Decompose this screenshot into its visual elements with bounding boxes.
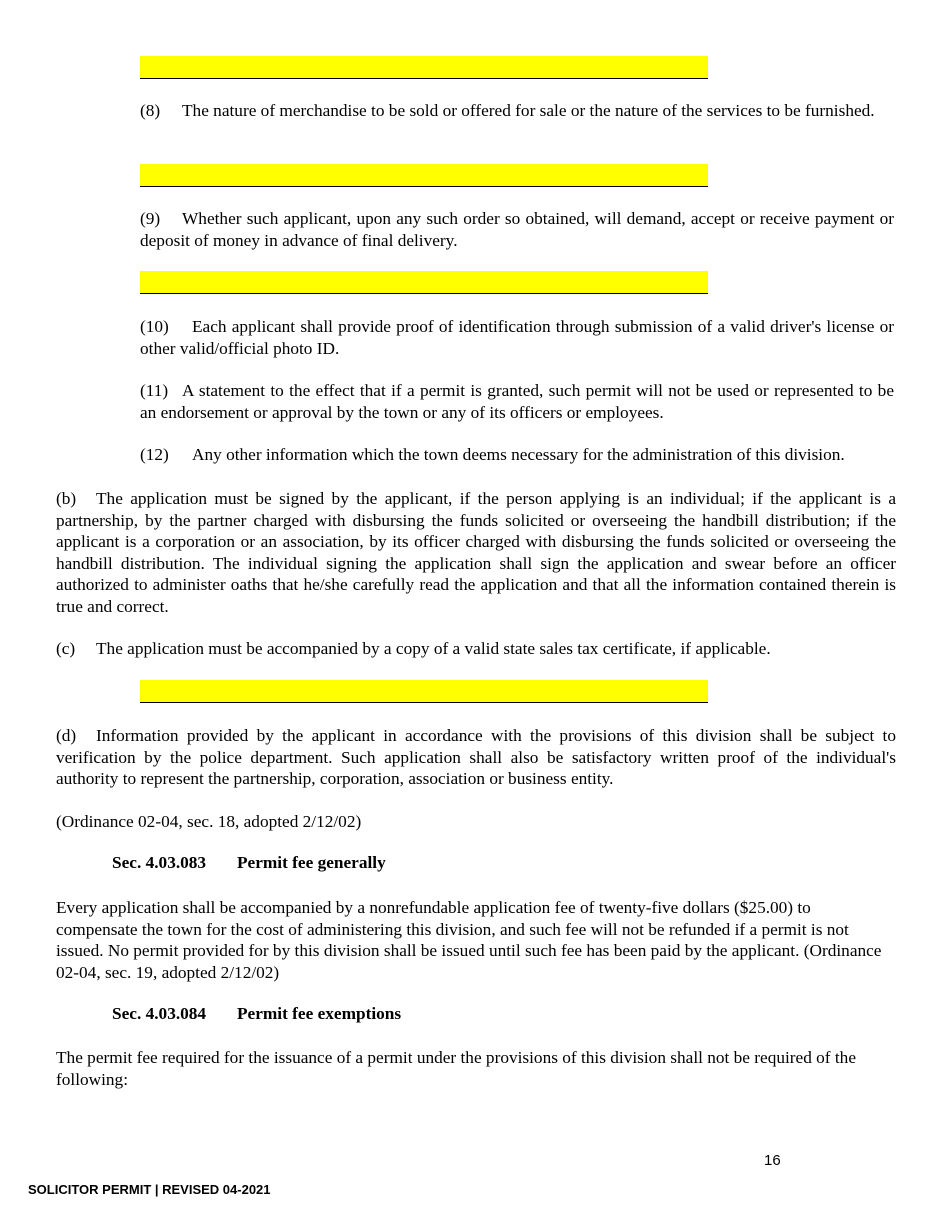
section-heading-4-03-084 (112, 1004, 401, 1024)
paragraph-text: The application must be accompanied by a copy of a valid state sales tax certificate, if applicable. (96, 639, 771, 658)
exemptions-paragraph: The permit fee required for the issuance of a permit under the provisions of this division shall not be required of the following: (56, 1048, 856, 1089)
item-10 (140, 316, 894, 359)
paragraph-letter: (d) (56, 726, 77, 745)
item-number: (12) (140, 445, 169, 464)
item-number: (11) (140, 381, 169, 400)
highlighted-blank-line (140, 56, 708, 79)
paragraph-c (56, 638, 896, 660)
item-text: Any other information which the town deems necessary for the administration of this division. (192, 445, 845, 464)
item-12 (140, 444, 894, 466)
item-9 (140, 208, 894, 251)
ordinance-citation: (Ordinance 02-04, sec. 18, adopted 2/12/02) (56, 812, 362, 831)
paragraph-letter: (b) (56, 489, 77, 508)
section-heading-4-03-083 (112, 853, 386, 873)
item-11 (140, 380, 894, 423)
section-title: Permit fee generally (237, 853, 386, 872)
footer-label: SOLICITOR PERMIT | REVISED 04-2021 (28, 1182, 271, 1197)
paragraph-b (56, 488, 896, 617)
item-number: (9) (140, 209, 161, 228)
item-text: The nature of merchandise to be sold or offered for sale or the nature of the services to be furnished. (182, 101, 875, 120)
fee-paragraph: Every application shall be accompanied by a nonrefundable application fee of twenty-five dollars ($25.00) to compensate the town for the cost of administering this division, and such fee will not be refunded if a permit is not issued. No permit provided for by this division shall be issued until such fee has been paid by the applicant. (Ordinance 02-04, sec. 19, adopted 2/12/02) (56, 898, 882, 982)
item-8 (140, 100, 894, 122)
paragraph-letter: (c) (56, 639, 76, 658)
section-number: Sec. 4.03.083 (112, 853, 207, 872)
highlighted-blank-line (140, 271, 708, 294)
item-text: Each applicant shall provide proof of identification through submission of a valid driver's license or other valid/official photo ID. (140, 317, 894, 358)
paragraph-d (56, 725, 896, 790)
section-number: Sec. 4.03.084 (112, 1004, 207, 1023)
item-number: (8) (140, 101, 161, 120)
page-number: 16 (764, 1152, 781, 1169)
paragraph-text: The application must be signed by the applicant, if the person applying is an individual; if the applicant is a partnership, by the partner charged with disbursing the funds solicited or overseeing the handbill distribution; if the applicant is a corporation or an association, by its officer charged with disbursing the funds solicited or overseeing the handbill distribution. The individual signing the application shall sign the application and swear before an officer authorized to administer oaths that he/she carefully read the application and that all the information contained therein is true and correct. (56, 489, 896, 616)
item-text: Whether such applicant, upon any such order so obtained, will demand, accept or receive payment or deposit of money in advance of final delivery. (140, 209, 894, 250)
item-number: (10) (140, 317, 169, 336)
paragraph-text: Information provided by the applicant in accordance with the provisions of this division shall be subject to verification by the police department. Such application shall also be satisfactory written proof of the individual's authority to represent the partnership, corporation, association or business entity. (56, 726, 896, 788)
highlighted-blank-line (140, 164, 708, 187)
highlighted-blank-line (140, 680, 708, 703)
section-title: Permit fee exemptions (237, 1004, 402, 1023)
item-text: A statement to the effect that if a permit is granted, such permit will not be used or represented to be an endorsement or approval by the town or any of its officers or employees. (140, 381, 894, 422)
